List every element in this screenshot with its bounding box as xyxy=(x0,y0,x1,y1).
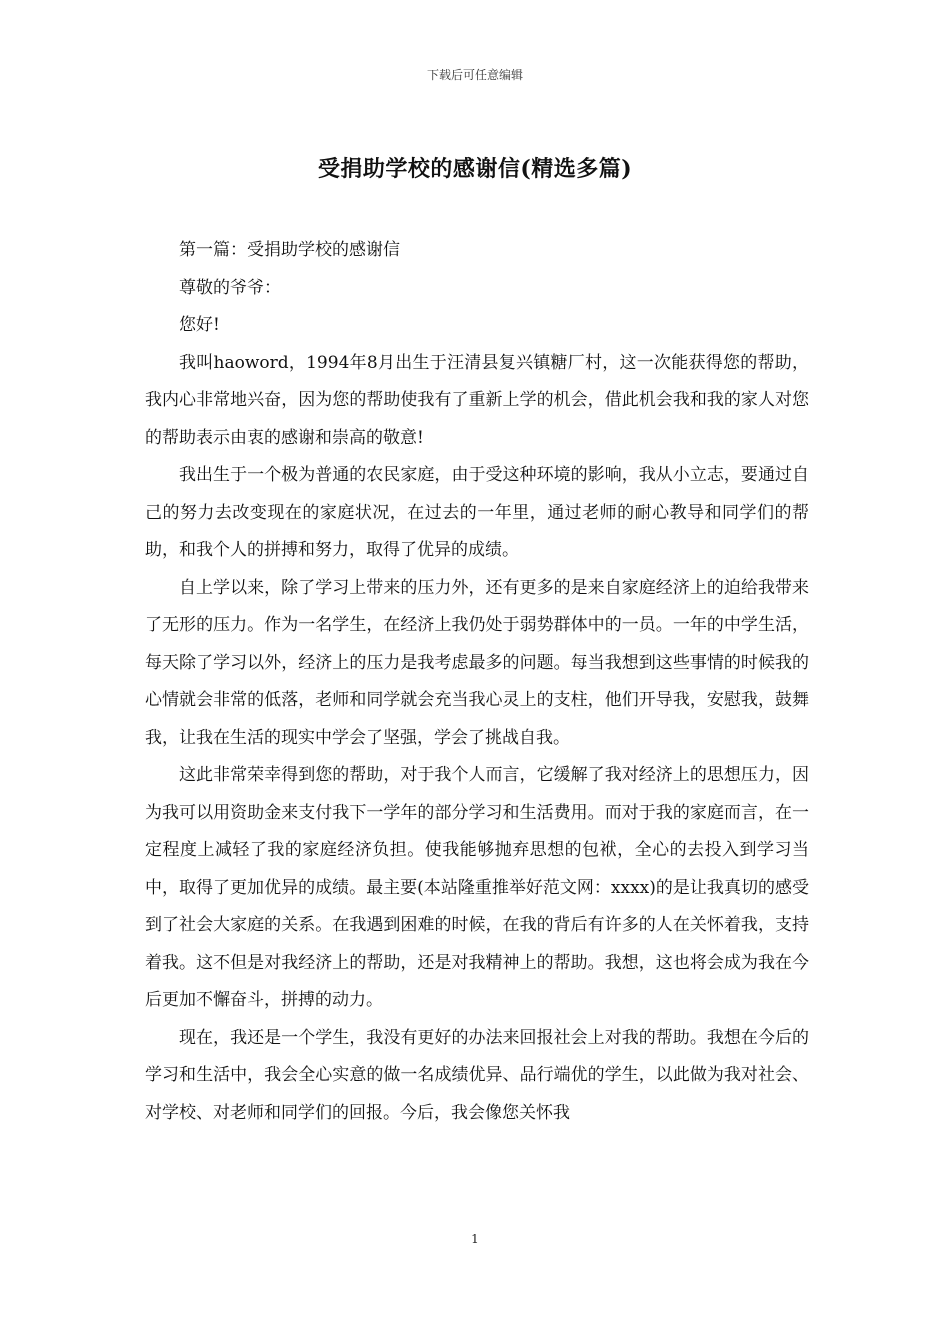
body-paragraph: 现在，我还是一个学生，我没有更好的办法来回报社会上对我的帮助。我想在今后的学习和生活中，我会全心实意的做一名成绩优异、品行端优的学生，以此做为我对社会、对学校、对老师和同学们的回报。今后，我会像您关怀我 xyxy=(145,1027,809,1123)
document-title: 受捐助学校的感谢信(精选多篇) xyxy=(317,156,633,182)
salutation: 尊敬的爷爷： xyxy=(179,277,281,298)
section-heading: 第一篇：受捐助学校的感谢信 xyxy=(179,240,400,260)
body-paragraph: 我叫haoword，1994年8月出生于汪清县复兴镇糖厂村，这一次能获得您的帮助，我内心非常地兴奋，因为您的帮助使我有了重新上学的机会，借此机会我和我的家人对您的帮助表示由衷的感谢和崇高的敬意! xyxy=(145,352,809,448)
page-number: 1 xyxy=(471,1232,479,1246)
body-paragraph: 自上学以来，除了学习上带来的压力外，还有更多的是来自家庭经济上的迫给我带来了无形的压力。作为一名学生，在经济上我仍处于弱势群体中的一员。一年的中学生活，每天除了学习以外，经济上的压力是我考虑最多的问题。每当我想到这些事情的时候我的心情就会非常的低落，老师和同学就会充当我心灵上的支柱，他们开导我，安慰我，鼓舞我，让我在生活的现实中学会了坚强，学会了挑战自我。 xyxy=(145,577,809,748)
document-body xyxy=(145,232,809,1132)
body-paragraph: 我出生于一个极为普通的农民家庭，由于受这种环境的影响，我从小立志，要通过自己的努力去改变现在的家庭状况，在过去的一年里，通过老师的耐心教导和同学们的帮助，和我个人的拼搏和努力，取得了优异的成绩。 xyxy=(145,465,809,560)
header-note: 下载后可任意编辑 xyxy=(426,68,523,82)
body-paragraph: 这此非常荣幸得到您的帮助，对于我个人而言，它缓解了我对经济上的思想压力，因为我可以用资助金来支付我下一学年的部分学习和生活费用。而对于我的家庭而言，在一定程度上减轻了我的家庭经济负担。使我能够抛弃思想的包袱，全心的去投入到学习当中，取得了更加优异的成绩。最主要(本站隆重推举好范文网：xxxx)的是让我真切的感受到了社会大家庭的关系。在我遇到困难的时候，在我的背后有许多的人在关怀着我，支持着我。这不但是对我经济上的帮助，还是对我精神上的帮助。我想，这也将会成为我在今后更加不懈奋斗，拼搏的动力。 xyxy=(145,765,809,1010)
greeting: 您好! xyxy=(179,315,220,335)
